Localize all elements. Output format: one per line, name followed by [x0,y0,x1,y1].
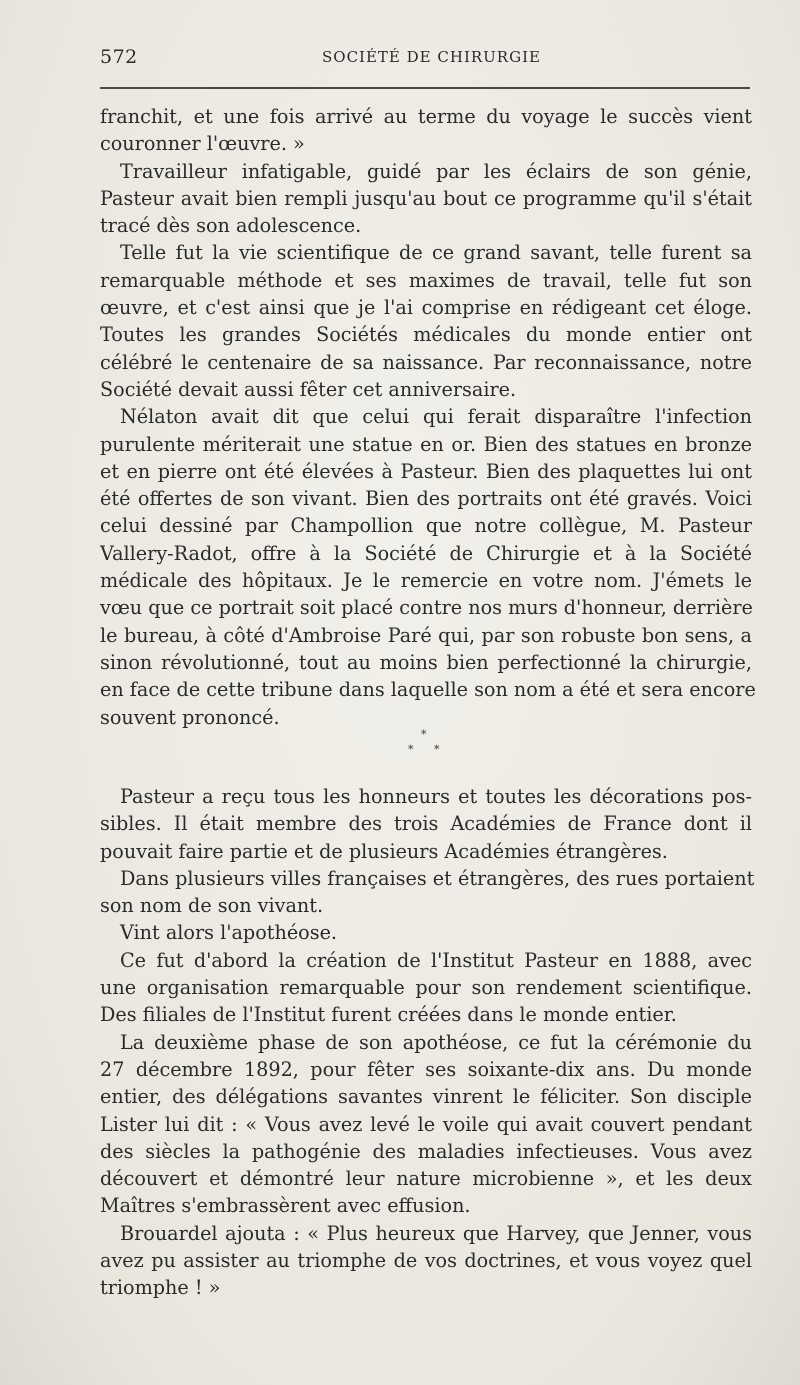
text-line: celui dessiné par Champollion que notre collègue, M. Pasteur [100,514,752,538]
text-line: tracé dès son adolescence. [100,214,362,238]
header-rule [100,87,750,89]
text-line: Pasteur a reçu tous les honneurs et toutes les décorations pos- [120,785,752,808]
text-line: remarquable méthode et ses maximes de travail, telle fut son [100,268,752,292]
text-line: Toutes les grandes Sociétés médicales du monde entier ont [100,323,752,347]
text-line: vœu que ce portrait soit placé contre nos murs d'honneur, derrière [100,596,753,620]
text-line: avez pu assister au triomphe de vos doctrines, et vous voyez quel [100,1249,752,1273]
text-line: médicale des hôpitaux. Je le remercie en votre nom. J'émets le [100,569,752,593]
second-text-block [100,783,755,1302]
text-line: Des filiales de l'Institut furent créées dans le monde entier. [100,1003,677,1027]
text-line: Travailleur infatigable, guidé par les éclairs de son génie, [120,159,752,183]
text-line: La deuxième phase de son apothéose, ce fut la cérémonie du [120,1030,752,1054]
text-line: célébré le centenaire de sa naissance. Par reconnaissance, notre [100,350,752,374]
text-line: des siècles la pathogénie des maladies infectieuses. Vous avez [100,1139,752,1163]
text-line: sibles. Il était membre des trois Académies de France dont il [100,812,752,836]
main-text-block [100,103,756,731]
separator-star: * [408,743,414,756]
text-line: purulente mériterait une statue en or. Bien des statues en bronze [100,432,752,456]
text-line: entier, des délégations savantes vinrent le féliciter. Son disciple [100,1085,752,1109]
text-line: triomphe ! » [100,1276,221,1300]
text-line: Vint alors l'apothéose. [120,921,338,945]
separator-star: * [421,728,427,741]
text-line: été offertes de son vivant. Bien des portraits ont été gravés. Voici [100,487,752,511]
text-line: Telle fut la vie scientifique de ce grand savant, telle furent sa [120,241,752,265]
text-line: œuvre, et c'est ainsi que je l'ai comprise en rédigeant cet éloge. [100,296,752,320]
page-number: 572 [100,46,138,68]
text-line: souvent prononcé. [100,705,280,729]
text-line: pouvait faire partie et de plusieurs Académies étrangères. [100,839,668,863]
text-line: franchit, et une fois arrivé au terme du voyage le succès vient [100,105,752,128]
text-line: Nélaton avait dit que celui qui ferait disparaître l'infection [120,405,752,429]
text-line: son nom de son vivant. [100,894,324,918]
text-line: Lister lui dit : « Vous avez levé le voile qui avait couvert pendant [100,1112,752,1136]
text-line: et en pierre ont été élevées à Pasteur. Bien des plaquettes lui ont [100,459,752,483]
text-line: une organisation remarquable pour son rendement scientifique. [100,976,752,1000]
running-title: SOCIÉTÉ DE CHIRURGIE [322,48,541,66]
text-line: 27 décembre 1892, pour fêter ses soixante-dix ans. Du monde [100,1057,752,1081]
text-line: Brouardel ajouta : « Plus heureux que Harvey, que Jenner, vous [120,1221,752,1245]
text-line: sinon révolutionné, tout au moins bien perfectionné la chirurgie, [100,650,752,674]
text-line: Dans plusieurs villes françaises et étrangères, des rues portaient [120,866,755,890]
section-separator [395,728,455,768]
page-header [100,46,750,72]
text-line: Société devait aussi fêter cet anniversaire. [100,377,517,401]
separator-star: * [434,743,440,756]
text-line: Vallery-Radot, offre à la Société de Chirurgie et à la Société [100,541,752,565]
text-line: Ce fut d'abord la création de l'Institut Pasteur en 1888, avec [120,948,752,972]
text-line: Maîtres s'embrassèrent avec effusion. [100,1194,471,1218]
text-line: découvert et démontré leur nature microbienne », et les deux [100,1167,752,1191]
text-line: couronner l'œuvre. » [100,132,305,156]
text-line: en face de cette tribune dans laquelle son nom a été et sera encore [100,678,756,702]
text-line: le bureau, à côté d'Ambroise Paré qui, par son robuste bon sens, a [100,623,752,647]
text-line: Pasteur avait bien rempli jusqu'au bout ce programme qu'il s'était [100,186,752,210]
